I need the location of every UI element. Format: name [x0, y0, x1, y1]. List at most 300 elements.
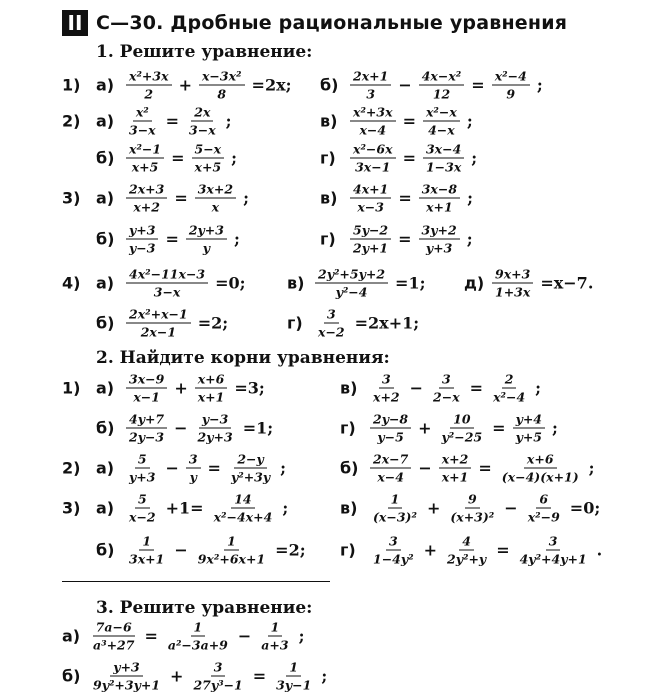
fraction — [126, 534, 167, 567]
numerator: 4x−x² — [419, 69, 465, 86]
fraction — [126, 182, 167, 215]
fraction — [90, 620, 137, 653]
operator: = — [252, 666, 267, 686]
item-letter: а) — [96, 378, 115, 398]
group-number: 2) — [62, 111, 81, 131]
numerator: y+4 — [513, 412, 545, 429]
operator: ; — [467, 188, 473, 208]
equation — [124, 142, 238, 175]
numerator: 1 — [191, 620, 206, 637]
fraction — [126, 307, 191, 340]
numerator: 5y−2 — [350, 223, 391, 240]
numerator: 1 — [286, 660, 301, 677]
numerator: 2 — [502, 372, 517, 389]
numerator: 3x+2 — [195, 182, 236, 199]
denominator: y²+3y — [230, 469, 271, 485]
fraction — [315, 267, 388, 300]
denominator: 2y−3 — [129, 429, 165, 445]
numerator: 4x+1 — [350, 182, 391, 199]
numerator: x+6 — [524, 452, 557, 469]
numerator: x²−6x — [350, 142, 396, 159]
fraction — [525, 492, 563, 525]
operator: = — [398, 188, 412, 208]
operator: = — [207, 458, 221, 478]
operator: = — [492, 418, 506, 438]
item-letter: г) — [287, 313, 303, 333]
fraction — [258, 620, 291, 653]
denominator: 4−x — [428, 122, 455, 138]
section-2-heading: 2. Найдите корни уравнения: — [96, 348, 390, 368]
fraction — [350, 142, 396, 175]
denominator: x+2 — [373, 389, 400, 405]
page-header — [62, 8, 567, 38]
fraction — [492, 69, 530, 102]
denominator: 4y²+4y+1 — [519, 551, 587, 567]
equation — [124, 492, 289, 525]
operator: =2; — [275, 540, 306, 560]
item-letter: а) — [62, 626, 81, 646]
group-number: 1) — [62, 378, 81, 398]
equation — [124, 534, 307, 567]
numerator: 14 — [231, 492, 254, 509]
denominator: x−2 — [318, 324, 345, 340]
fraction — [490, 372, 528, 405]
operator: − — [398, 75, 412, 95]
equation — [313, 307, 420, 340]
operator: = — [469, 378, 484, 398]
equation — [348, 105, 474, 138]
numerator: x²−4 — [492, 69, 530, 86]
fraction — [199, 69, 245, 102]
operator: + — [426, 498, 441, 518]
fraction — [195, 372, 228, 405]
equation — [124, 105, 233, 138]
item-letter: б) — [96, 148, 115, 168]
denominator: x — [211, 199, 220, 215]
fraction — [439, 412, 486, 445]
item-letter: б) — [96, 418, 115, 438]
denominator: x−2 — [129, 509, 156, 525]
denominator: a+3 — [261, 637, 289, 653]
operator: = — [398, 229, 412, 249]
numerator: 1 — [139, 534, 154, 551]
item-letter: а) — [96, 458, 115, 478]
denominator: 2y²+y — [447, 551, 487, 567]
denominator: x−4 — [377, 469, 404, 485]
denominator: y²−25 — [441, 429, 483, 445]
numerator: 5−x — [192, 142, 225, 159]
section-1-heading: 1. Решите уравнение: — [96, 42, 313, 62]
equation — [124, 182, 250, 215]
numerator: 3 — [211, 660, 226, 677]
denominator: (x−4)(x+1) — [501, 469, 579, 485]
operator: + — [423, 540, 438, 560]
operator: =2x+1; — [354, 313, 420, 333]
item-letter: а) — [96, 498, 115, 518]
denominator: y+3 — [425, 240, 453, 256]
section-3-heading: 3. Решите уравнение: — [96, 598, 313, 618]
numerator: 3 — [439, 372, 454, 389]
fraction — [186, 452, 201, 485]
item-letter: д) — [464, 273, 485, 293]
equation — [368, 492, 601, 525]
item-letter: в) — [287, 273, 305, 293]
fraction — [419, 182, 460, 215]
operator: =0; — [215, 273, 246, 293]
operator: ; — [552, 418, 558, 438]
operator: ; — [280, 458, 287, 478]
denominator: x+5 — [194, 159, 222, 175]
operator: ; — [233, 229, 240, 249]
operator: + — [174, 378, 188, 398]
group-number: 4) — [62, 273, 81, 293]
item-letter: б) — [320, 75, 339, 95]
operator: − — [174, 540, 188, 560]
operator: ; — [588, 458, 595, 478]
denominator: y — [202, 240, 211, 256]
equation — [348, 69, 544, 102]
numerator: 3x−9 — [126, 372, 167, 389]
denominator: 12 — [432, 86, 451, 102]
numerator: x²−1 — [126, 142, 164, 159]
numerator: 2x — [191, 105, 213, 122]
denominator: 3 — [366, 86, 376, 102]
fraction — [186, 223, 227, 256]
equation — [368, 452, 596, 485]
equation — [124, 412, 274, 445]
equation — [368, 412, 559, 445]
operator: − — [237, 626, 252, 646]
item-letter: б) — [96, 229, 115, 249]
equation — [88, 620, 305, 653]
denominator: y — [189, 469, 197, 485]
numerator: 7a−6 — [93, 620, 135, 637]
denominator: y−3 — [129, 240, 156, 256]
item-letter: б) — [96, 540, 115, 560]
numerator: x−3x² — [199, 69, 245, 86]
fraction — [370, 412, 411, 445]
numerator: x² — [133, 105, 152, 122]
numerator: 3 — [546, 534, 561, 551]
denominator: y²−4 — [335, 284, 368, 300]
fraction — [126, 69, 172, 102]
fraction — [439, 452, 472, 485]
operator: ; — [466, 111, 473, 131]
numerator: x+6 — [195, 372, 228, 389]
denominator: x+1 — [441, 469, 469, 485]
numerator: 2−y — [234, 452, 266, 469]
equation — [124, 267, 247, 300]
fraction — [126, 105, 159, 138]
item-letter: г) — [320, 148, 336, 168]
fraction — [195, 534, 268, 567]
numerator: 2x−7 — [370, 452, 411, 469]
operator: + — [178, 75, 192, 95]
fraction — [499, 452, 582, 485]
fraction — [90, 660, 163, 693]
denominator: 2y+1 — [353, 240, 389, 256]
operator: = — [496, 540, 510, 560]
numerator: 2x+1 — [350, 69, 391, 86]
operator: ; — [321, 666, 328, 686]
equation — [88, 660, 328, 693]
numerator: 10 — [450, 412, 473, 429]
denominator: 1−3x — [425, 159, 462, 175]
difficulty-badge: II — [62, 10, 88, 36]
fraction — [165, 620, 231, 653]
fraction — [370, 452, 411, 485]
operator: . — [596, 540, 603, 560]
fraction — [370, 492, 420, 525]
equation — [368, 372, 542, 405]
fraction — [350, 69, 391, 102]
item-letter: г) — [340, 540, 356, 560]
fraction — [444, 534, 489, 567]
numerator: 2y²+5y+2 — [315, 267, 388, 284]
numerator: 9 — [465, 492, 480, 509]
item-letter: а) — [96, 273, 115, 293]
numerator: 4y+7 — [126, 412, 167, 429]
equation — [313, 267, 427, 300]
denominator: x²−9 — [527, 509, 560, 525]
numerator: x²+3x — [126, 69, 172, 86]
item-letter: а) — [96, 111, 115, 131]
denominator: 2 — [144, 86, 154, 102]
fraction — [419, 223, 460, 256]
fraction — [430, 372, 463, 405]
denominator: x−1 — [133, 389, 160, 405]
operator: ; — [225, 111, 232, 131]
operator: +1= — [165, 498, 204, 518]
fraction — [350, 105, 396, 138]
group-number: 3) — [62, 188, 81, 208]
denominator: 3−x — [153, 284, 181, 300]
denominator: 2x−1 — [140, 324, 177, 340]
equation — [348, 142, 478, 175]
fraction — [273, 660, 314, 693]
denominator: x+1 — [197, 389, 225, 405]
operator: − — [418, 458, 432, 478]
numerator: y+3 — [110, 660, 142, 677]
item-letter: а) — [96, 75, 115, 95]
operator: =2x; — [251, 75, 292, 95]
operator: − — [174, 418, 188, 438]
fraction — [126, 142, 164, 175]
operator: = — [478, 458, 492, 478]
operator: ; — [298, 626, 305, 646]
item-letter: б) — [62, 666, 81, 686]
numerator: 4x²−11x−3 — [126, 267, 208, 284]
denominator: x−3 — [357, 199, 384, 215]
item-letter: г) — [320, 229, 336, 249]
operator: =2; — [197, 313, 229, 333]
item-letter: в) — [340, 498, 358, 518]
fraction — [211, 492, 276, 525]
denominator: 2y+3 — [197, 429, 233, 445]
fraction — [513, 412, 545, 445]
operator: ; — [471, 148, 478, 168]
denominator: 2−x — [433, 389, 460, 405]
denominator: x+1 — [426, 199, 453, 215]
item-letter: в) — [320, 111, 338, 131]
equation — [348, 182, 474, 215]
operator: ; — [535, 378, 542, 398]
denominator: 3−x — [129, 122, 156, 138]
numerator: y+3 — [126, 223, 158, 240]
operator: = — [171, 148, 185, 168]
numerator: 2y−8 — [370, 412, 411, 429]
numerator: 2x+3 — [126, 182, 167, 199]
numerator: 2x²+x−1 — [126, 307, 191, 324]
numerator: 3y+2 — [419, 223, 460, 240]
fraction — [315, 307, 348, 340]
operator: − — [409, 378, 424, 398]
operator: = — [165, 111, 180, 131]
numerator: 4 — [459, 534, 474, 551]
operator: = — [144, 626, 158, 646]
operator: =x−7. — [540, 273, 594, 293]
denominator: a³+27 — [93, 637, 135, 653]
operator: = — [402, 111, 416, 131]
denominator: 8 — [217, 86, 227, 102]
operator: =3; — [234, 378, 265, 398]
item-letter: б) — [96, 313, 115, 333]
denominator: x−4 — [359, 122, 387, 138]
fraction — [350, 182, 391, 215]
numerator: 3 — [386, 534, 401, 551]
operator: =1; — [242, 418, 274, 438]
fraction — [126, 412, 167, 445]
item-letter: а) — [96, 188, 115, 208]
equation — [124, 307, 229, 340]
fraction — [423, 105, 460, 138]
operator: = — [174, 188, 188, 208]
numerator: x²−x — [423, 105, 460, 122]
page-title: С—30. Дробные рациональные уравнения — [96, 12, 568, 34]
equation — [490, 267, 594, 300]
denominator: y+3 — [129, 469, 156, 485]
denominator: 3x+1 — [129, 551, 165, 567]
item-letter: в) — [340, 378, 358, 398]
equation — [124, 372, 266, 405]
denominator: 3x−1 — [355, 159, 391, 175]
fraction — [350, 223, 391, 256]
fraction — [190, 660, 245, 693]
equation — [348, 223, 474, 256]
numerator: 1 — [388, 492, 403, 509]
operator: =0; — [569, 498, 601, 518]
denominator: 9y²+3y+1 — [93, 677, 161, 693]
fraction — [126, 372, 167, 405]
item-letter: в) — [320, 188, 338, 208]
fraction — [419, 69, 465, 102]
operator: ; — [231, 148, 238, 168]
numerator: 2y+3 — [186, 223, 227, 240]
fraction — [228, 452, 273, 485]
numerator: 3 — [324, 307, 339, 324]
denominator: x²−4 — [493, 389, 526, 405]
numerator: x+2 — [439, 452, 472, 469]
operator: =1; — [395, 273, 426, 293]
item-letter: б) — [340, 458, 359, 478]
fraction — [195, 412, 236, 445]
numerator: 5 — [135, 492, 150, 509]
denominator: 3−x — [189, 122, 216, 138]
fraction — [126, 267, 208, 300]
numerator: 1 — [268, 620, 283, 637]
denominator: 9x²+6x+1 — [197, 551, 266, 567]
group-number: 3) — [62, 498, 81, 518]
equation — [124, 223, 241, 256]
operator: + — [170, 666, 184, 686]
fraction — [517, 534, 590, 567]
numerator: 5 — [135, 452, 150, 469]
fraction — [126, 452, 158, 485]
denominator: 1−4y² — [373, 551, 414, 567]
equation — [124, 69, 293, 102]
numerator: 9x+3 — [492, 267, 533, 284]
numerator: 3 — [379, 372, 394, 389]
numerator: 3x−8 — [419, 182, 460, 199]
group-number: 1) — [62, 75, 81, 95]
operator: = — [402, 148, 416, 168]
numerator: 3x−4 — [423, 142, 464, 159]
operator: − — [504, 498, 518, 518]
denominator: y+5 — [515, 429, 542, 445]
numerator: 1 — [224, 534, 239, 551]
numerator: 3 — [186, 452, 201, 469]
denominator: (x+3)² — [450, 509, 495, 525]
denominator: x²−4x+4 — [213, 509, 273, 525]
denominator: 1+3x — [495, 284, 531, 300]
fraction — [423, 142, 464, 175]
numerator: 6 — [536, 492, 551, 509]
operator: − — [165, 458, 179, 478]
operator: ; — [536, 75, 543, 95]
operator: = — [165, 229, 179, 249]
equation — [124, 452, 287, 485]
fraction — [126, 223, 158, 256]
denominator: x+5 — [131, 159, 159, 175]
fraction — [192, 142, 225, 175]
operator: ; — [243, 188, 249, 208]
fraction — [492, 267, 533, 300]
denominator: 9 — [506, 86, 516, 102]
section-divider — [62, 581, 330, 582]
equation — [368, 534, 603, 567]
denominator: 3y−1 — [276, 677, 312, 693]
operator: + — [418, 418, 432, 438]
operator: ; — [282, 498, 289, 518]
denominator: 27y³−1 — [193, 677, 243, 693]
operator: = — [471, 75, 485, 95]
group-number: 2) — [62, 458, 81, 478]
fraction — [447, 492, 497, 525]
denominator: (x−3)² — [373, 509, 417, 525]
numerator: x²+3x — [350, 105, 396, 122]
numerator: y−3 — [199, 412, 231, 429]
denominator: y−5 — [377, 429, 404, 445]
fraction — [370, 372, 403, 405]
fraction — [195, 182, 236, 215]
operator: ; — [466, 229, 473, 249]
fraction — [370, 534, 417, 567]
denominator: a²−3a+9 — [167, 637, 228, 653]
item-letter: г) — [340, 418, 356, 438]
fraction — [186, 105, 219, 138]
denominator: x+2 — [133, 199, 160, 215]
fraction — [126, 492, 159, 525]
